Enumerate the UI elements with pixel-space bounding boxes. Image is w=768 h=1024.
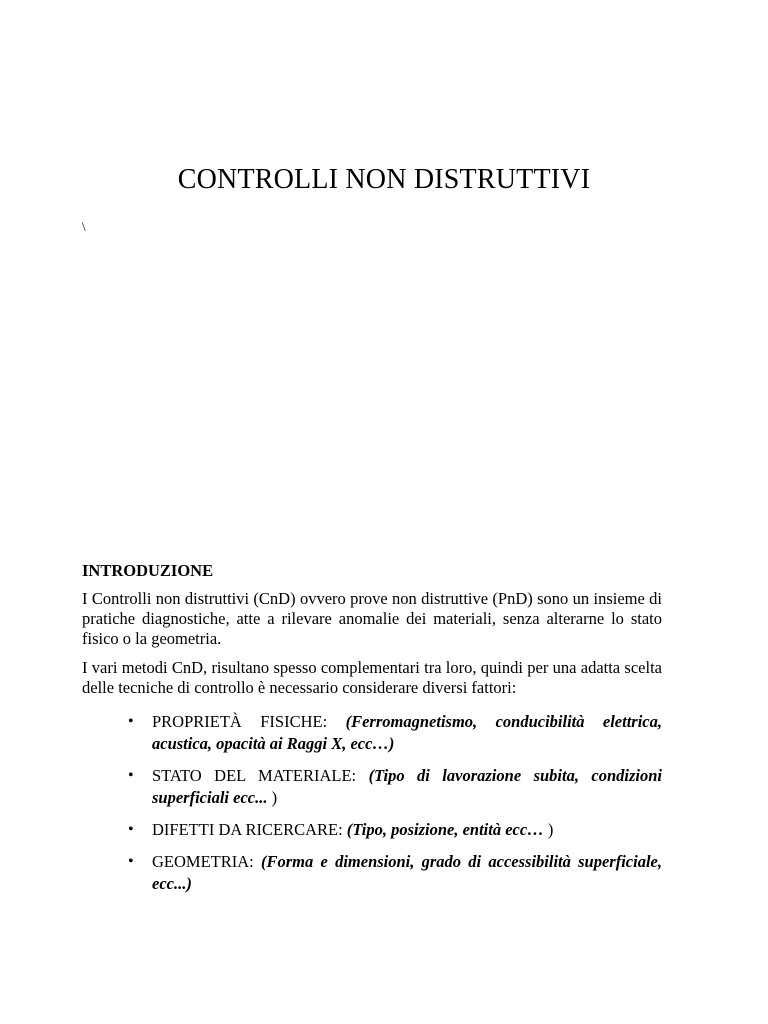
bullet-icon: •	[128, 853, 134, 870]
section-heading: INTRODUZIONE	[82, 561, 214, 580]
factor-label: DIFETTI DA RICERCARE:	[152, 820, 343, 839]
page-title: CONTROLLI NON DISTRUTTIVI	[177, 164, 591, 195]
list-item	[82, 851, 662, 895]
factor-trailing: )	[543, 820, 554, 839]
factor-detail: (Forma e dimensioni, grado di accessibilità superficiale, ecc...)	[152, 852, 662, 893]
factor-detail: (Tipo, posizione, entità ecc…	[346, 820, 544, 839]
factors-list	[82, 711, 662, 895]
factor-label: STATO DEL MATERIALE:	[152, 766, 357, 785]
list-item	[82, 711, 662, 755]
introduction-section	[82, 561, 662, 905]
list-item	[82, 819, 662, 841]
bullet-icon: •	[128, 821, 134, 838]
list-item	[82, 765, 662, 809]
paragraph-definition: I Controlli non distruttivi (CnD) ovvero prove non distruttive (PnD) sono un insieme di pratiche diagnostiche, atte a rilevare anomalie dei materiali, senza alterarne lo stato fisico o la geometria.	[82, 589, 662, 648]
bullet-icon: •	[128, 713, 134, 730]
factor-detail: (Ferromagnetismo, conducibilità elettrica, acustica, opacità ai Raggi X, ecc…)	[152, 712, 663, 753]
bullet-icon: •	[128, 767, 134, 784]
factor-trailing: )	[267, 788, 278, 807]
factor-label: PROPRIETÀ FISICHE:	[152, 712, 328, 731]
factor-detail: (Tipo di lavorazione subita, condizioni superficiali ecc...	[152, 766, 662, 807]
stray-backslash: \	[82, 219, 86, 234]
factor-label: GEOMETRIA:	[152, 852, 254, 871]
paragraph-methods: I vari metodi CnD, risultano spesso complementari tra loro, quindi per una adatta scelta delle tecniche di controllo è necessario considerare diversi fattori:	[82, 658, 662, 697]
